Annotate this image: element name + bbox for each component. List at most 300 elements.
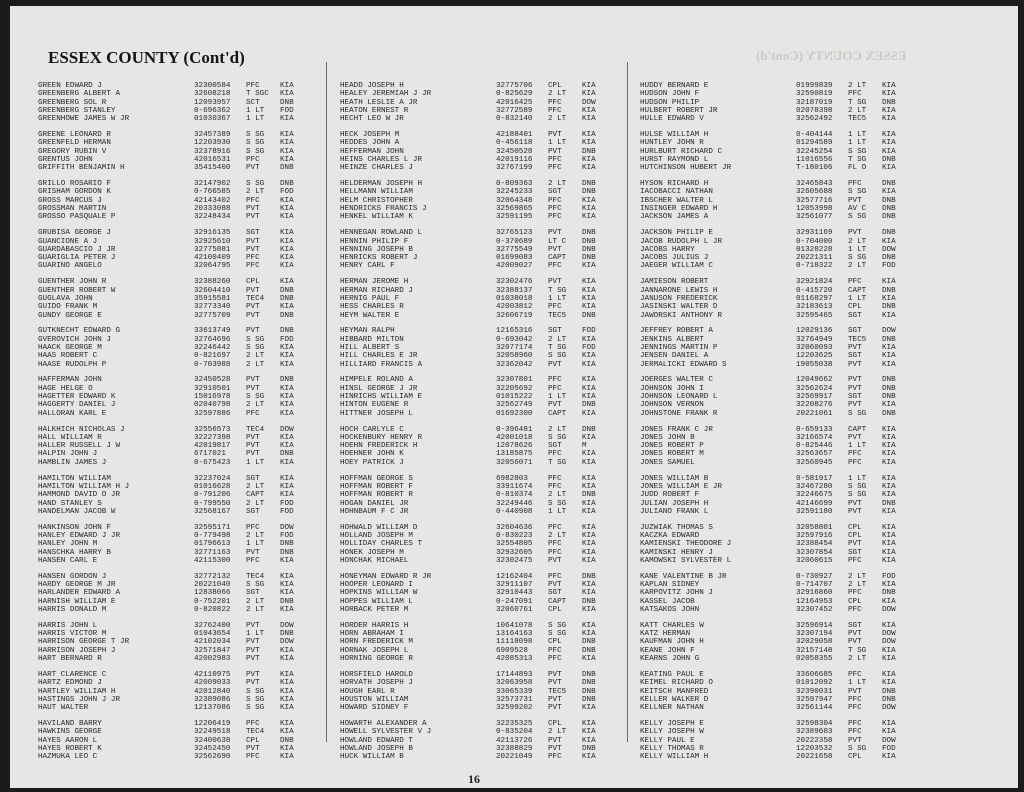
status-code: DNB [882, 229, 896, 238]
serial-number: 32362042 [496, 360, 533, 369]
serial-number: 12162404 [496, 572, 533, 581]
status-code: DNB [280, 376, 294, 385]
serial-number: 32227398 [194, 433, 231, 442]
status-code: KIA [882, 188, 896, 197]
rank: PFC [548, 540, 562, 549]
soldier-name: HURST RAYMOND L [640, 155, 709, 164]
soldier-name: JERMALICKI EDWARD S [640, 360, 727, 369]
status-code: KIA [882, 131, 896, 140]
roster-entry [640, 156, 908, 164]
soldier-name: HARRIS VICTOR M [38, 630, 107, 639]
roster-entry [340, 581, 608, 589]
serial-number: 20221311 [796, 254, 833, 263]
serial-number: 32237024 [194, 474, 231, 483]
soldier-name: HEADD JOSEPH H [340, 82, 404, 90]
group-spacer [38, 369, 306, 377]
soldier-name: HANSEN CARL E [38, 556, 98, 565]
serial-number: 0-415720 [796, 286, 833, 295]
soldier-name: JACOBS JULIUS J [640, 254, 709, 263]
rank: SGT [548, 589, 562, 598]
roster-entry [640, 229, 908, 237]
soldier-name: KELLY JOSEPH W [640, 728, 704, 737]
rank: 2 LT [246, 352, 265, 361]
rank: PVT [848, 196, 862, 205]
rank: 2 LT [548, 728, 567, 737]
soldier-name: JANNARONE LEWIS H [640, 286, 718, 295]
rank: PVT [246, 213, 260, 222]
soldier-name: HERMAN JEROME H [340, 278, 409, 287]
soldier-name: HUNTLEY JOHN R [640, 139, 704, 148]
serial-number: 01012092 [796, 679, 833, 688]
status-code: KIA [882, 597, 896, 606]
status-code: DNB [582, 744, 596, 753]
roster-entry [640, 107, 908, 115]
rank: PFC [548, 164, 562, 173]
roster-entry [340, 549, 608, 557]
rank: FL O [848, 164, 867, 173]
roster-entry [640, 99, 908, 107]
status-code: KIA [582, 90, 596, 99]
rank: SGT [548, 188, 562, 197]
soldier-name: GRIFFITH BENJAMIN H [38, 164, 125, 173]
rank: PFC [848, 90, 862, 99]
status-code: KIA [582, 278, 596, 287]
group-spacer [38, 271, 306, 279]
roster-entry [38, 500, 306, 508]
serial-number: 32605688 [796, 188, 833, 197]
serial-number: 32307801 [496, 376, 533, 385]
serial-number: 32389603 [796, 728, 833, 737]
rank: PVT [246, 303, 260, 312]
status-code: KIA [280, 720, 294, 729]
rank: S SG [848, 147, 867, 156]
serial-number: 32577716 [796, 196, 833, 205]
status-code: KIA [882, 294, 896, 303]
serial-number: 42115300 [194, 556, 231, 565]
rank: PFC [548, 384, 562, 393]
status-code: DNB [280, 630, 294, 639]
rank: TEC4 [246, 294, 265, 303]
status-code: KIA [582, 196, 596, 205]
status-code: KIA [582, 720, 596, 729]
status-code: KIA [582, 655, 596, 664]
soldier-name: HAMILTON WILLIAM H J [38, 482, 130, 491]
rank: PVT [848, 229, 862, 238]
group-spacer [640, 222, 908, 230]
status-code: KIA [882, 548, 896, 557]
rank: PFC [548, 98, 562, 107]
serial-number: 0-703988 [194, 360, 231, 369]
status-code: DOW [280, 638, 294, 647]
roster-entry [38, 327, 306, 335]
status-code: KIA [280, 303, 294, 312]
roster-entry [340, 679, 608, 687]
serial-number: 33606685 [796, 670, 833, 679]
status-code: KIA [280, 229, 294, 238]
soldier-name: HAWKINS GEORGE [38, 728, 102, 737]
soldier-name: HELDERMAN JOSEPH H [340, 180, 423, 189]
status-code: KIA [882, 433, 896, 442]
soldier-name: HENKEL WILLIAM K [340, 213, 413, 222]
status-code: DNB [882, 384, 896, 393]
soldier-name: HAZMUKA LEO C [38, 753, 98, 762]
soldier-name: KEANE JOHN F [640, 646, 695, 655]
rank: PVT [246, 450, 260, 459]
serial-number: 32389086 [194, 695, 231, 704]
roster-entry [38, 99, 306, 107]
rank: PFC [246, 409, 260, 418]
serial-number: 32591180 [796, 507, 833, 516]
status-code: KIA [582, 523, 596, 532]
serial-number: 32060615 [796, 556, 833, 565]
rank: 2 LT [848, 581, 867, 590]
roster-entry [38, 295, 306, 303]
rank: PFC [548, 753, 562, 762]
serial-number: 0-821697 [194, 352, 231, 361]
roster-entry [38, 630, 306, 638]
roster-entry [340, 753, 608, 761]
group-spacer [640, 123, 908, 131]
roster-entry [340, 361, 608, 369]
roster-entry [38, 90, 306, 98]
rank: S SG [848, 188, 867, 197]
roster-entry [340, 156, 608, 164]
roster-entry [340, 164, 608, 172]
roster-entry [38, 549, 306, 557]
rank: PFC [848, 589, 862, 598]
serial-number: 32772132 [194, 572, 231, 581]
roster-entry [340, 344, 608, 352]
rank: PFC [848, 670, 862, 679]
group-spacer [640, 712, 908, 720]
roster-entry [640, 312, 908, 320]
soldier-name: HART BERNARD R [38, 655, 102, 664]
status-code: KIA [582, 205, 596, 214]
roster-entry [38, 737, 306, 745]
soldier-name: HOLLIDAY CHARLES T [340, 540, 423, 549]
page-number: 16 [468, 772, 480, 786]
rank: PVT [548, 556, 562, 565]
soldier-name: INSINGER EDWARD H [640, 205, 718, 214]
serial-number: 33065339 [496, 687, 533, 696]
group-spacer [340, 320, 608, 328]
serial-number: 32569917 [796, 393, 833, 402]
soldier-name: JONES ROBERT P [640, 442, 704, 451]
roster-entry [340, 442, 608, 450]
soldier-name: KEARNS JOHN G [640, 655, 700, 664]
rank: S SG [246, 695, 265, 704]
status-code: DNB [882, 155, 896, 164]
roster-entry [640, 491, 908, 499]
status-code: DNB [280, 736, 294, 745]
roster-entry [640, 90, 908, 98]
serial-number: 0-820822 [194, 605, 231, 614]
soldier-name: HENRICKS ROBERT J [340, 254, 418, 263]
rank: PVT [848, 343, 862, 352]
roster-entry [38, 148, 306, 156]
status-code: KIA [280, 155, 294, 164]
roster-entry [38, 205, 306, 213]
status-code: KIA [280, 147, 294, 156]
group-spacer [640, 173, 908, 181]
serial-number: 12049662 [796, 376, 833, 385]
serial-number: 42019817 [194, 442, 231, 451]
status-code: KIA [280, 442, 294, 451]
status-code: KIA [882, 728, 896, 737]
roster-entry [38, 156, 306, 164]
roster-entry [640, 638, 908, 646]
status-code: KIA [882, 556, 896, 565]
serial-number: 32573731 [496, 695, 533, 704]
soldier-name: GROSS MARCUS J [38, 196, 102, 205]
rank: PVT [848, 384, 862, 393]
soldier-name: KAUFMAN JOHN H [640, 638, 704, 647]
serial-number: 32597947 [796, 695, 833, 704]
serial-number: 32599202 [496, 704, 533, 713]
soldier-name: JULIANO FRANK L [640, 507, 709, 516]
status-code: DNB [280, 294, 294, 303]
serial-number: 12203930 [194, 139, 231, 148]
rank: 2 LT [848, 655, 867, 664]
soldier-name: GRISHAM GORDON K [38, 188, 111, 197]
soldier-name: HAMILTON WILLIAM [38, 474, 111, 483]
rank: PVT [548, 736, 562, 745]
roster-entry [640, 573, 908, 581]
status-code: KIA [882, 581, 896, 590]
soldier-name: HOUGH EARL R [340, 687, 395, 696]
rank: TEC5 [548, 311, 567, 320]
status-code: KIA [582, 704, 596, 713]
group-spacer [340, 173, 608, 181]
rank: T SGC [246, 90, 269, 99]
soldier-name: HONEK JOSEPH M [340, 548, 404, 557]
serial-number: 20221061 [796, 409, 833, 418]
status-code: DNB [582, 147, 596, 156]
soldier-name: HOEHNER JOHN K [340, 450, 404, 459]
status-code: KIA [280, 360, 294, 369]
serial-number: 32307194 [796, 630, 833, 639]
serial-number: 32307854 [796, 548, 833, 557]
soldier-name: HAFFERMAN JOHN [38, 376, 102, 385]
status-code: DOW [280, 621, 294, 630]
serial-number: 42019116 [496, 155, 533, 164]
status-code: DNB [280, 286, 294, 295]
status-code: KIA [582, 507, 596, 516]
status-code: DNB [882, 286, 896, 295]
rank: PFC [548, 450, 562, 459]
serial-number: 32910501 [194, 384, 231, 393]
soldier-name: JOHNSON VERNON [640, 401, 704, 410]
group-spacer [640, 320, 908, 328]
roster-entry [38, 352, 306, 360]
serial-number: 01030367 [194, 115, 231, 124]
roster-entry [640, 205, 908, 213]
rank: SGT [848, 548, 862, 557]
soldier-name: KASSEL JACOB [640, 597, 695, 606]
soldier-name: HANLEY JOHN M [38, 540, 98, 549]
status-code: FOD [280, 188, 294, 197]
status-code: KIA [280, 393, 294, 402]
roster-column-2 [340, 82, 608, 762]
serial-number: 32388829 [496, 744, 533, 753]
status-code: KIA [280, 589, 294, 598]
soldier-name: HEATH LESLIE A JR [340, 98, 418, 107]
roster-entry [38, 426, 306, 434]
roster-entry [640, 131, 908, 139]
serial-number: 32060761 [496, 605, 533, 614]
rank: PVT [548, 229, 562, 238]
rank: T SG [548, 343, 567, 352]
soldier-name: HAYES AARON L [38, 736, 98, 745]
roster-entry [38, 622, 306, 630]
soldier-name: GREENBERG SOL R [38, 98, 107, 107]
rank: S SG [548, 352, 567, 361]
rank: PFC [548, 548, 562, 557]
status-code: DOW [882, 704, 896, 713]
soldier-name: GUTKNECHT EDWARD G [38, 327, 121, 336]
status-code: DNB [280, 98, 294, 107]
serial-number: 0-440908 [496, 507, 533, 516]
status-code: KIA [882, 679, 896, 688]
roster-entry [640, 148, 908, 156]
rank: 1 LT [848, 442, 867, 451]
roster-entry [340, 728, 608, 736]
status-code: KIA [280, 646, 294, 655]
rank: 1 LT [548, 393, 567, 402]
soldier-name: HULSE WILLIAM H [640, 131, 709, 140]
serial-number: 11016556 [796, 155, 833, 164]
soldier-name: GUNDY GEORGE E [38, 311, 102, 320]
serial-number: 32056071 [496, 458, 533, 467]
status-code: KIA [582, 532, 596, 540]
serial-number: 32932605 [496, 548, 533, 557]
soldier-name: KEATING PAUL E [640, 670, 704, 679]
serial-number: 32771163 [194, 548, 231, 557]
soldier-name: HEINZE CHARLES J [340, 164, 413, 173]
rank: PFC [848, 180, 862, 189]
roster-entry [640, 164, 908, 172]
serial-number: 0-830223 [496, 532, 533, 540]
soldier-name: JULIAN JOSEPH H [640, 499, 709, 508]
roster-entry [38, 606, 306, 614]
roster-entry [340, 598, 608, 606]
serial-number: 32400638 [194, 736, 231, 745]
group-spacer [38, 663, 306, 671]
roster-entry [640, 737, 908, 745]
serial-number: 0-404144 [796, 131, 833, 140]
rank: 2 LT [246, 605, 265, 614]
soldier-name: GUARDABASCIO J JR [38, 245, 116, 254]
rank: PVT [246, 205, 260, 214]
serial-number: 20221658 [796, 753, 833, 762]
soldier-name: JUZWIAK THOMAS S [640, 523, 713, 532]
roster-entry [640, 581, 908, 589]
serial-number: 32302475 [496, 556, 533, 565]
status-code: DOW [882, 630, 896, 639]
serial-number: 32249446 [496, 499, 533, 508]
soldier-name: HELLMANN WILLIAM [340, 188, 413, 197]
soldier-name: HESS CHARLES R [340, 303, 404, 312]
roster-entry [640, 647, 908, 655]
roster-entry [38, 679, 306, 687]
serial-number: 42002983 [194, 655, 231, 664]
serial-number: 0-809363 [496, 180, 533, 189]
rank: S SG [246, 687, 265, 696]
soldier-name: HUTCHINSON HUBERT JR [640, 164, 732, 173]
rank: S SG [848, 213, 867, 222]
roster-entry [38, 262, 306, 270]
rank: TEC5 [848, 335, 867, 344]
group-spacer [640, 271, 908, 279]
status-code: KIA [882, 753, 896, 762]
soldier-name: JAMIESON ROBERT [640, 278, 709, 287]
rank: S SG [548, 621, 567, 630]
soldier-name: HOWLAND JOSEPH B [340, 744, 413, 753]
rank: PVT [548, 679, 562, 688]
rank: PFC [848, 458, 862, 467]
serial-number: 32591195 [496, 213, 533, 222]
status-code: KIA [882, 540, 896, 549]
roster-entry [640, 352, 908, 360]
soldier-name: HENNIN PHILIP F [340, 237, 409, 246]
status-code: KIA [582, 548, 596, 557]
status-code: KIA [882, 523, 896, 532]
roster-entry [340, 647, 608, 655]
roster-entry [38, 557, 306, 565]
status-code: KIA [280, 343, 294, 352]
status-code: DNB [882, 254, 896, 263]
roster-entry [340, 303, 608, 311]
roster-entry [640, 139, 908, 147]
serial-number: 42100409 [194, 254, 231, 263]
soldier-name: HORVATH JOSEPH J [340, 679, 413, 688]
roster-entry [640, 549, 908, 557]
rank: PFC [548, 205, 562, 214]
roster-entry [38, 131, 306, 139]
rank: PFC [548, 482, 562, 491]
soldier-name: JOHNSTONE FRANK R [640, 409, 718, 418]
soldier-name: HILLIARD FRANCIS A [340, 360, 423, 369]
roster-entry [38, 638, 306, 646]
rank: PFC [848, 450, 862, 459]
roster-entry [38, 115, 306, 123]
rank: PVT [548, 131, 562, 140]
soldier-name: HOWLAND EDWARD T [340, 736, 413, 745]
soldier-name: JACKSON JAMES A [640, 213, 709, 222]
serial-number: 11118098 [496, 638, 533, 647]
status-code: KIA [280, 556, 294, 565]
serial-number: 35915581 [194, 294, 231, 303]
serial-number: 32596914 [796, 621, 833, 630]
soldier-name: HINSL GEORGE J JR [340, 384, 418, 393]
rank: PFC [548, 155, 562, 164]
status-code: KIA [582, 433, 596, 442]
soldier-name: HANLEY EDWARD J JR [38, 532, 121, 540]
roster-entry [340, 205, 608, 213]
serial-number: 10641078 [496, 621, 533, 630]
status-code: FOD [280, 106, 294, 115]
status-code: KIA [882, 507, 896, 516]
serial-number: 32562749 [496, 401, 533, 410]
soldier-name: GREENE LEONARD R [38, 131, 111, 140]
roster-entry [38, 344, 306, 352]
status-code: KIA [582, 556, 596, 565]
soldier-name: HARLANDER EDWARD A [38, 589, 121, 598]
status-code: KIA [882, 720, 896, 729]
serial-number: 0-581917 [796, 474, 833, 483]
soldier-name: HERNIG PAUL F [340, 294, 400, 303]
roster-entry [340, 327, 608, 335]
